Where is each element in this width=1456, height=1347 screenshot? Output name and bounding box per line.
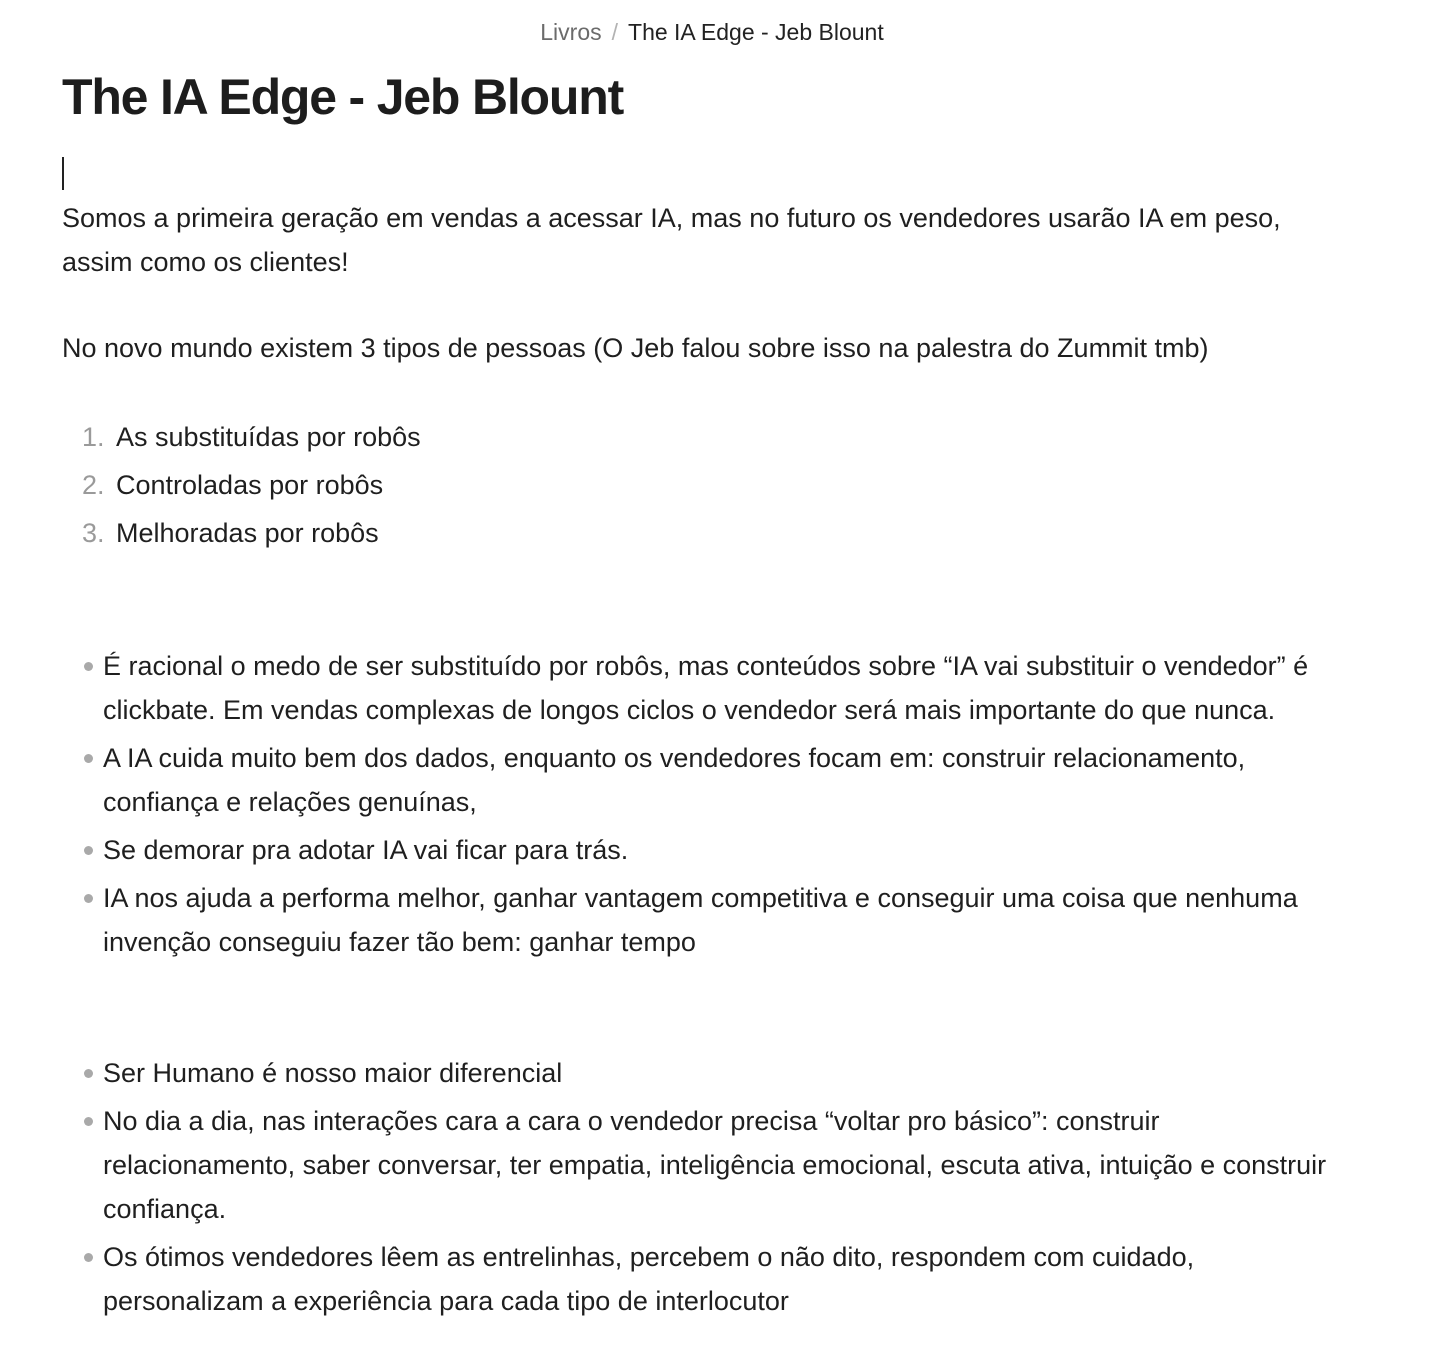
- bullet-dot-icon: [84, 894, 93, 903]
- bullet-list-item[interactable]: [62, 1051, 1342, 1095]
- list-item-text: A IA cuida muito bem dos dados, enquanto os vendedores focam em: construir relacionamento, confiança e relações genuínas,: [103, 743, 1246, 817]
- paragraph-intro[interactable]: Somos a primeira geração em vendas a acessar IA, mas no futuro os vendedores usarão IA em peso, assim como os clientes!: [62, 203, 1281, 277]
- numbered-list-item[interactable]: [62, 461, 421, 509]
- list-item-text: Controladas por robôs: [116, 470, 384, 500]
- breadcrumb-item-current[interactable]: The IA Edge - Jeb Blount: [628, 19, 884, 45]
- bullet-list-item[interactable]: [62, 1235, 1342, 1323]
- list-item-text: Melhoradas por robôs: [116, 518, 379, 548]
- list-number: 1.: [82, 422, 105, 452]
- list-item-text: Ser Humano é nosso maior diferencial: [103, 1058, 563, 1088]
- page-title[interactable]: The IA Edge - Jeb Blount: [62, 69, 624, 125]
- bullet-dot-icon: [84, 754, 93, 763]
- bullet-list-item[interactable]: [62, 1099, 1342, 1231]
- breadcrumb: [0, 16, 1424, 48]
- bullet-dot-icon: [84, 662, 93, 671]
- list-number: 2.: [82, 470, 105, 500]
- paragraph-types[interactable]: No novo mundo existem 3 tipos de pessoas (O Jeb falou sobre isso na palestra do Zummit tmb): [62, 333, 1209, 363]
- breadcrumb-separator: /: [611, 19, 619, 45]
- list-item-text: É racional o medo de ser substituído por robôs, mas conteúdos sobre “IA vai substituir o vendedor” é clickbate. Em vendas complexas de longos ciclos o vendedor será mais importante do que nunca.: [103, 651, 1309, 725]
- list-item-text: As substituídas por robôs: [116, 422, 421, 452]
- list-item-text: Se demorar pra adotar IA vai ficar para trás.: [103, 835, 629, 865]
- numbered-list-item[interactable]: [62, 413, 421, 461]
- bullet-dot-icon: [84, 846, 93, 855]
- bullet-dot-icon: [84, 1117, 93, 1126]
- bullet-list-2: [62, 1051, 1342, 1327]
- bullet-list-item[interactable]: [62, 736, 1342, 824]
- list-item-text: No dia a dia, nas interações cara a cara o vendedor precisa “voltar pro básico”: construir relacionamento, saber conversar, ter empatia, inteligência emocional, escuta ativa, intuição e construir confiança.: [103, 1106, 1327, 1224]
- numbered-list: [62, 413, 421, 557]
- bullet-list-item[interactable]: [62, 828, 1342, 872]
- bullet-list-1: [62, 644, 1342, 968]
- list-item-text: Os ótimos vendedores lêem as entrelinhas, percebem o não dito, respondem com cuidado, personalizam a experiência para cada tipo de interlocutor: [103, 1242, 1195, 1316]
- bullet-list-item[interactable]: [62, 876, 1342, 964]
- numbered-list-item[interactable]: [62, 509, 421, 557]
- breadcrumb-item-livros[interactable]: Livros: [540, 19, 602, 45]
- bullet-list-item[interactable]: [62, 644, 1342, 732]
- text-cursor: [62, 157, 64, 190]
- bullet-dot-icon: [84, 1069, 93, 1078]
- list-number: 3.: [82, 518, 105, 548]
- bullet-dot-icon: [84, 1253, 93, 1262]
- list-item-text: IA nos ajuda a performa melhor, ganhar vantagem competitiva e conseguir uma coisa que nenhuma invenção conseguiu fazer tão bem: ganhar tempo: [103, 883, 1298, 957]
